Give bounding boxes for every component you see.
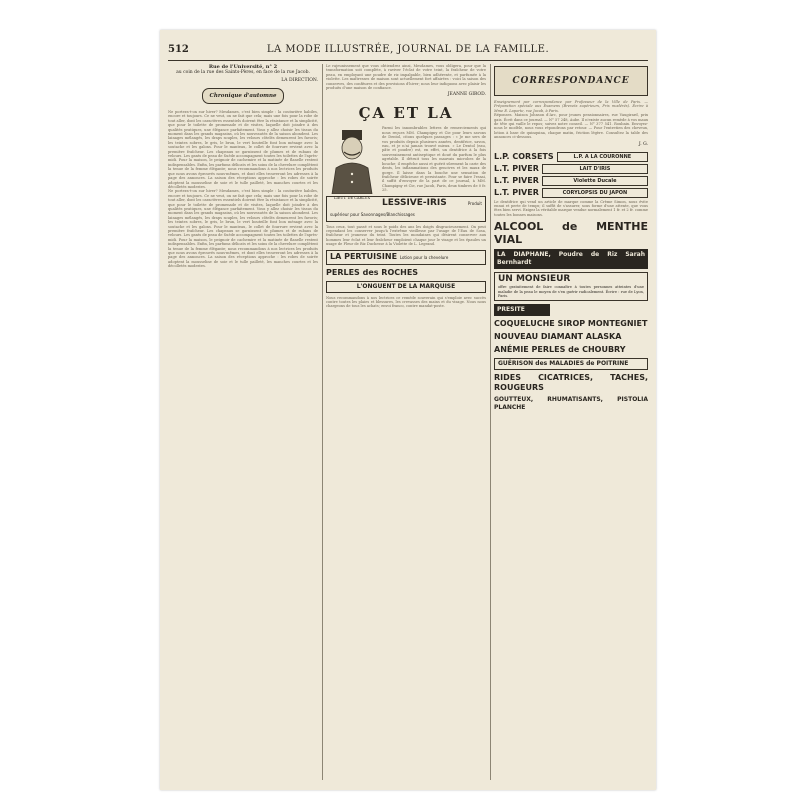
page-number: 512 [168, 44, 189, 55]
piver-product: L.P. A LA COURONNE [557, 152, 648, 162]
piver-product: CORYLOPSIS DU JAPON [542, 188, 648, 198]
pertuisine-note: Lotion pour la chevelure [399, 254, 449, 260]
piver-ad-row [494, 176, 648, 186]
chronique-text: Ne portera-t-on sur hiver? Mesdames, c'est bien simple : la couturière habiles, encore et toujours. Ce ne veut, on ne fait que cela; mais une fois pour la robe de tout aller, dont les caractères essentiels doivent être la résistance et la simplicité, que pour le toilette de promenade et de visites, laquelle doit joindre à des qualités pratiques, une élégance parfaitement. Vous y allez choisir les tissus du moment dans les grands magasins, où les nouveautés de la saison abondent. Les lainages mélangés, les draps souples, les velours côtelés demeurent les favoris; les teintes sobres, le gris, le brun, le vert bouteille font bon ménage avec la soutache et les galons. Pour le manteau, le collet de fourrure revient avec la première fraîcheur. Les chapeaux se garnissent de plumes et de rubans de velours. Les gants de peau de Suède accompagnent toutes les toilettes de l'après-midi. Pour la maison, le peignoir de cachemire et la matinée de flanelle restent indispensables. Enfin, les parfums délicats et les soins de la chevelure complètent la tenue de la femme élégante; nous recommandons à nos lectrices les produits que nous avons éprouvés nous-mêmes, et dont elles trouveront les adresses à la page des annonces. La saison des réceptions approche : les robes de soirée adoptent la mousseline de soie et le tulle pailleté, les manches courtes et les décolletés modestes. [168, 110, 318, 189]
header-rule [168, 60, 648, 61]
monsieur-ad [494, 272, 648, 300]
perles-ad: PERLES des ROCHES [326, 267, 419, 277]
address-note: au coin de la rue des Saints-Pères, en face de la rue Jacob. [176, 70, 310, 75]
alcool-menthe-ad: ALCOOL de MENTHE VIAL [494, 220, 648, 247]
piver-brand: L.T. PIVER [494, 175, 539, 185]
illustration-caption: LIEUT. DE CARLUX [333, 196, 371, 201]
column-left [168, 64, 318, 782]
article-text: Le rajeunissement que vous obtiendrez ainsi, Mesdames, vous obligera, pour que la transformation soit complète, à raviver l'éclat de votre teint, la fraîcheur de votre peau, en employant une poudre de riz impalpable, bien adhérente, et parfumée à la violette. Les maîtresses de maison sont actuellement fort affairées : voici la saison des conserves, des confitures et des provisions d'hiver; nous leur indiquons avec plaisir les produits d'une maison de confiance. [326, 64, 486, 91]
piver-product: LAIT D'IRIS [542, 164, 648, 174]
address-line: Rue de l'Université, n° 2 [208, 64, 278, 70]
presite-ad: PRESITE [494, 304, 550, 316]
pertuisine-ad [326, 250, 486, 265]
piver-ad-row [494, 164, 648, 174]
author-signature: JEANNE GIROD. [447, 92, 486, 98]
piver-brand: L.P. CORSETS [494, 151, 554, 161]
piver-brand: L.T. PIVER [494, 187, 539, 197]
onguent-text: Nous recommandons à nos lectrices ce remède souverain qui s'emploie avec succès contre toutes les plaies et blessures, les crevasses des mains et du visage. Nous nous chargeons de tous les achats; envoi franco, contre mandat-poste. [326, 295, 486, 309]
newspaper-page [160, 30, 656, 790]
direction-signature: LA DIRECTION. [281, 78, 318, 83]
piver-product: Violette Ducale [542, 176, 648, 186]
column-middle [326, 64, 486, 782]
correspondance-signature: J. G. [638, 141, 648, 147]
beauty-article: Tous ceux, tout passé et sous le poids des ans les doigts disgracieusement. On peut cependant les conserver jusqu'à l'extrême vieillesse par l'usage de l'Eau de Sosa, fraîcheur et jeunesse du teint. Toutes les mondaines qui désirent conserver aux hommes leur éclat et leur fraîcheur emploient chaque jour le visage et les épaules un usage de Fleur de Riz Duchesse à la Violette de L. Legrand. [326, 224, 486, 247]
section-heading: ÇA ET LA [358, 104, 454, 123]
column-divider [490, 64, 491, 780]
column-divider [322, 64, 323, 780]
poitrine-ad: GUÉRISON des MALADIES de POITRINE [494, 358, 648, 370]
coqueluche-ad: COQUELUCHE SIROP MONTEGNIET [494, 318, 648, 328]
soldier-illustration [326, 128, 378, 200]
lessive-iris-note: Produit supérieur pour Savonnages/Blanchissages [330, 200, 482, 217]
creme-simon-text: Le dentifrice qui vend un article de marque comme la Crème Simon, nous évite ennui et perte de temps; il suffit de s'assurer, sous forme d'une attente, que vous êtes bien servi. Exigez la véritable marque vendue normalement 1 fr. et 2 fr. comme toutes les bonnes maisons. [494, 199, 648, 217]
diamant-ad: NOUVEAU DIAMANT ALASKA [494, 331, 622, 341]
dentol-article: Parmi les innombrables lettres de remerciements qui nous reçues MM. Champigny et Cie pour leurs savons de Dentol, citons quelques passages : « Je me sers de vos produits depuis plusieurs années, dentifrice, savon, eau, et je n'ai jamais trouvé mieux. » Le Dentol (eau, pâte et poudre) est, en effet, un dentifrice à la fois souverainement antiseptique et doué du parfum le plus agréable. Il détruit tous les mauvais microbes de la bouche; il empêche aussi et guérit sûrement la carie des dents, les inflammations des gencives et les maux de gorge. Il laisse dans la bouche une sensation de fraîcheur délicieuse et persistante. Pour se faire l'essai, il suffit d'envoyer de la part de ce journal, à MM. Champigny et Cie, rue Jacob, Paris, deux timbres de 0 fr. 25. [382, 126, 486, 193]
anemie-ad: ANÉMIE PERLES de CHOUBRY [494, 344, 626, 354]
goutteux-ad: GOUTTEUX, RHUMATISANTS, PISTOLIA PLANCHE [494, 395, 648, 411]
onguent-ad: L'ONGUENT DE LA MARQUISE [326, 281, 486, 293]
correspondance-replies: Réponses. Maison Johnson d'Arc, pour jeunes pensionnaires, rue Vaugirard, prix gais. Écrit dans ce journal. — N° 57 248, Aube. Il n'existe aucun remède à vos maux de tête qui vaille le repos; suivez notre conseil. — N° 377 541. Roubaix. Envoyez-nous le modèle, nous vous répondrons par retour. — Pour l'entretien des cheveux, lotion à base de quinquina, chaque matin, friction légère. Consultez la table des annonces ci-dessous. [494, 113, 648, 140]
rides-ad: RIDES CICATRICES, TACHES, ROUGEURS [494, 372, 648, 392]
column-right [494, 64, 648, 782]
chronique-text-continued: Ne portera-t-on sur hiver? Mesdames, c'est bien simple : la couturière habiles, encore et toujours. Ce ne veut, on ne fait que cela; mais une fois pour la robe de tout aller, dont les caractères essentiels doivent être la résistance et la simplicité, que pour le toilette de promenade et de visites, laquelle doit joindre à des qualités pratiques, une élégance parfaitement. Vous y allez choisir les tissus du moment dans les grands magasins, où les nouveautés de la saison abondent. Les lainages mélangés, les draps souples, les velours côtelés demeurent les favoris; les teintes sobres, le gris, le brun, le vert bouteille font bon ménage avec la soutache et les galons. Pour le manteau, le collet de fourrure revient avec la première fraîcheur. Les chapeaux se garnissent de plumes et de rubans de velours. Les gants de peau de Suède accompagnent toutes les toilettes de l'après-midi. Pour la maison, le peignoir de cachemire et la matinée de flanelle restent indispensables. Enfin, les parfums délicats et les soins de la chevelure complètent la tenue de la femme élégante; nous recommandons à nos lectrices les produits que nous avons éprouvés nous-mêmes, et dont elles trouveront les adresses à la page des annonces. La saison des réceptions approche : les robes de soirée adoptent la mousseline de soie et le tulle pailleté, les manches courtes et les décolletés modestes. [168, 189, 318, 269]
soldier-portrait-icon [326, 128, 378, 194]
pertuisine-title: LA PERTUISINE [330, 251, 398, 261]
monsieur-note: offre gratuitement de faire connaître à toutes personnes atteintes d'une maladie de la peau le moyen de s'en guérir radicalement. Écrire : rue de Lyon, Paris. [498, 285, 644, 299]
page-header [168, 44, 648, 56]
monsieur-title: UN MONSIEUR [498, 274, 571, 285]
running-title: LA MODE ILLUSTRÉE, JOURNAL DE LA FAMILLE. [266, 44, 550, 55]
piver-ad-row [494, 152, 648, 162]
chronique-title: Chronique d'automne [202, 88, 284, 104]
correspondance-banner: CORRESPONDANCE [494, 66, 648, 96]
correspondance-intro: Enseignement par correspondance par Professeur de la Ville de Paris. — Préparation spéciale aux Examens (Brevets supérieurs, Prix modérés). Écrire à Mme E. Laporte, rue Jacob, à Paris. [494, 100, 648, 113]
piver-ad-row [494, 188, 648, 198]
piver-brand: L.T. PIVER [494, 163, 539, 173]
diaphane-ad: LA DIAPHANE, Poudre de Riz Sarah Bernhardt [494, 249, 648, 269]
lessive-iris-title: LESSIVE-IRIS [382, 197, 447, 208]
